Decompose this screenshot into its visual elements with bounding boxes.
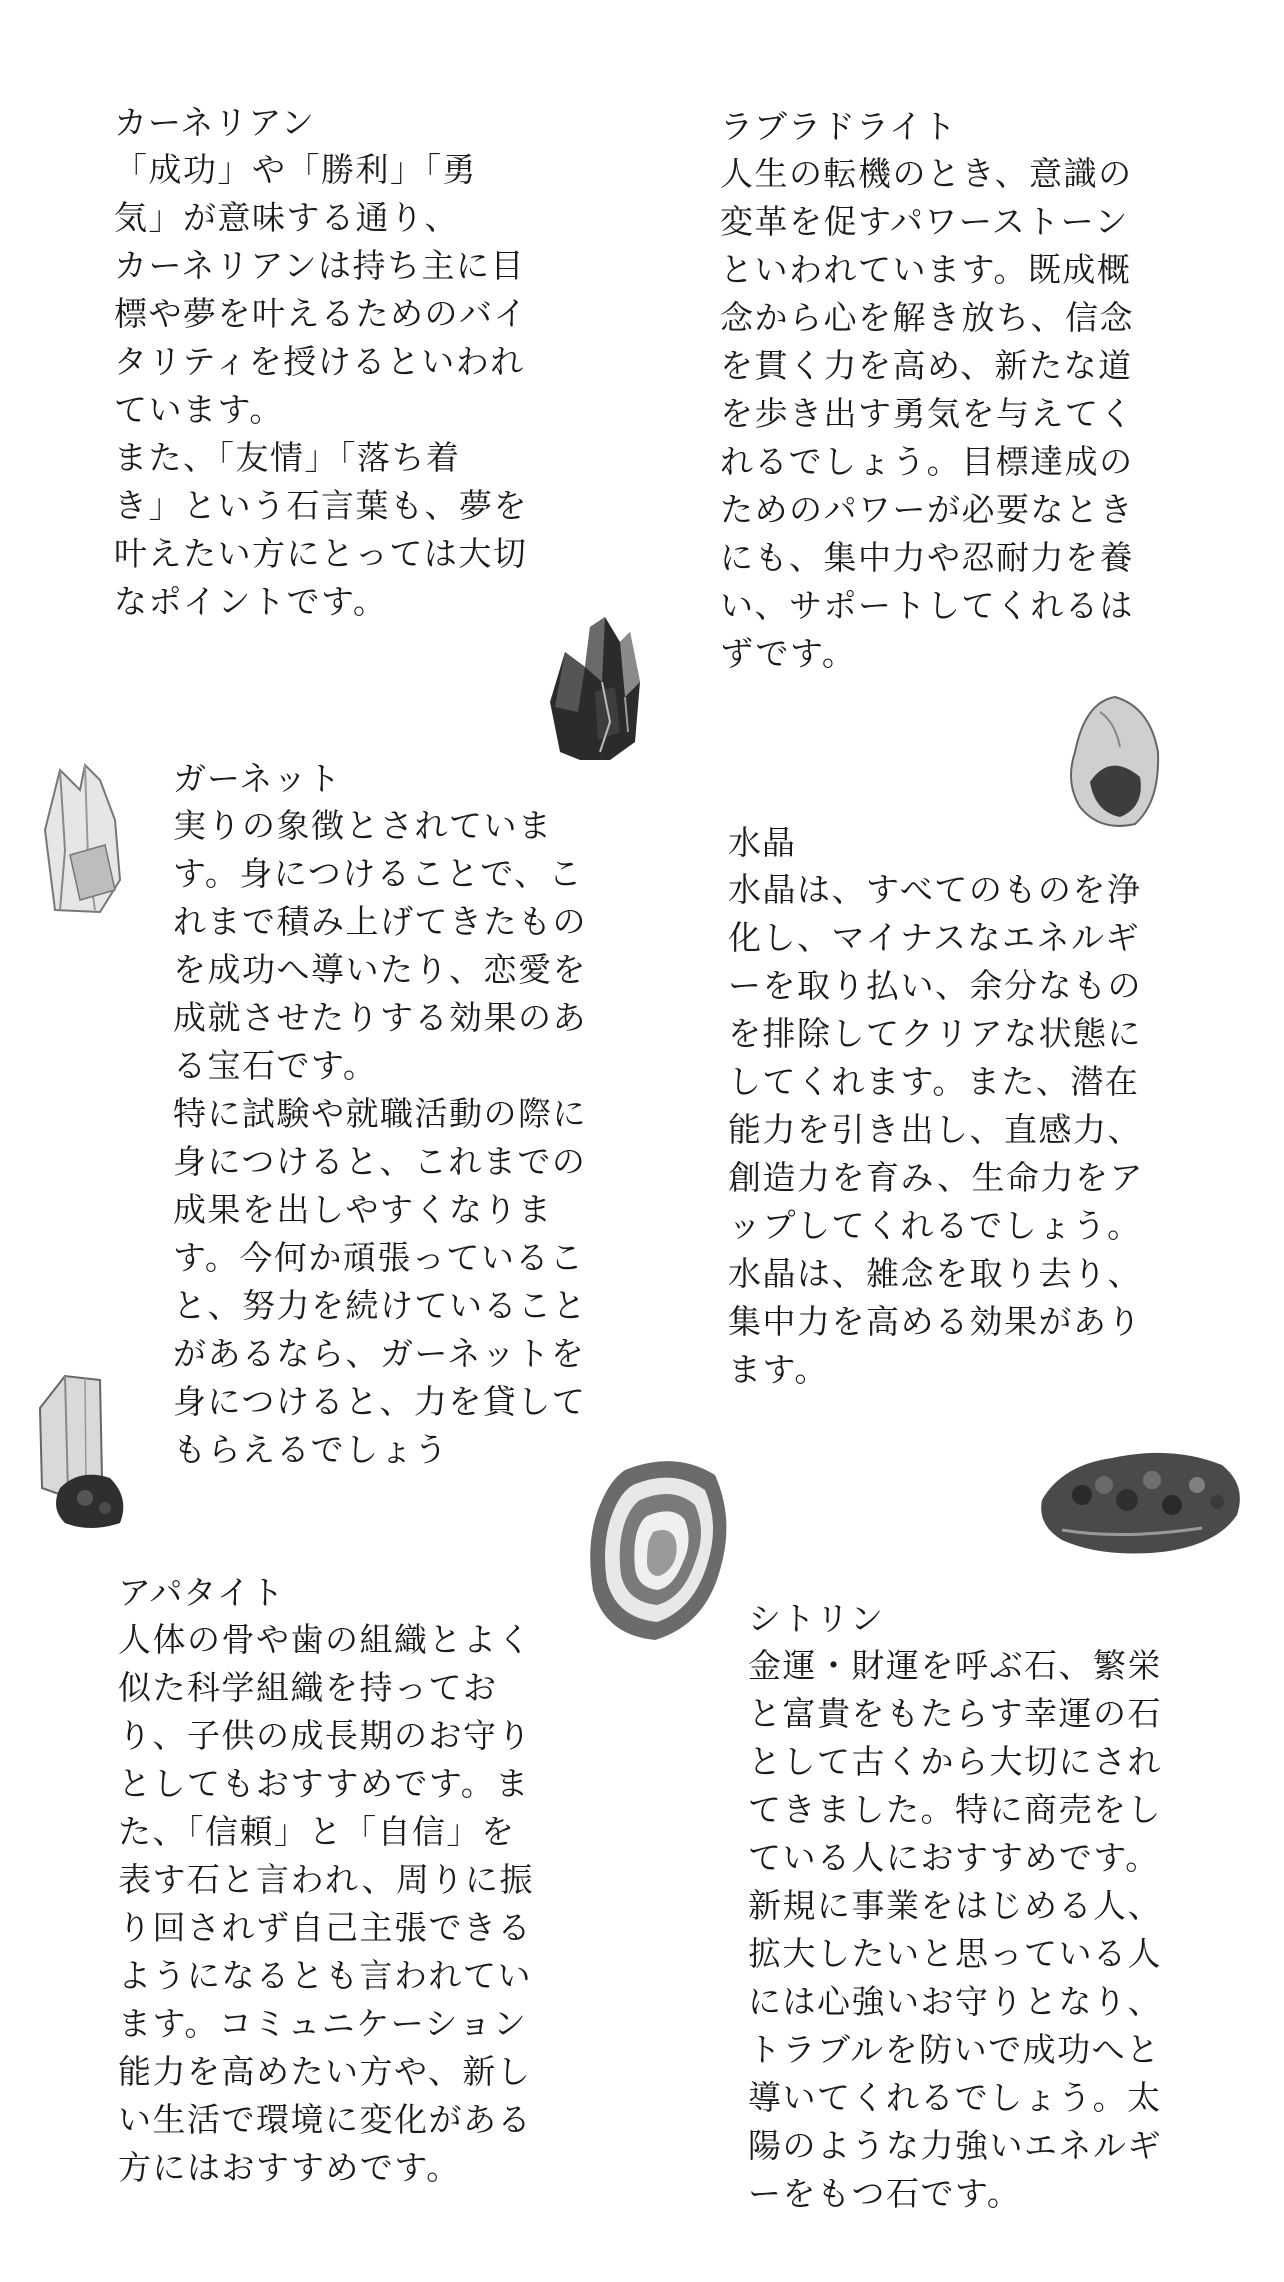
crystal-description: 水晶は、すべてのものを浄 化し、マイナスなエネルギ ーを取り払い、余分なもの を排除してクリアな状態に してくれます。また、潜在 能力を引き出し、直感力、 創造力を育み、生命力をア ップしてくれるでしょう。 水晶は、雑念を取り去り、 集中力を高める効果があり ます。 (728, 870, 1144, 1389)
crystal-title: 水晶 (728, 823, 796, 862)
garnet-title: ガーネット (173, 759, 342, 798)
agate-slice-image (585, 1450, 735, 1645)
citrine-description: 金運・財運を呼ぶ石、繁栄 と富貴をもたらす幸運の石 として古くから大切にされ てきました。特に商売をし ている人におすすめです。 新規に事業をはじめる人、 拡大したいと思っている人 には心強いお守りとなり、 トラブルを防いで成功へと 導いてくれるでしょう。太 陽のような力強いエネルギ ーをもつ石です。 (748, 1646, 1162, 2213)
crystal-section (728, 820, 1208, 1394)
apatite-description: 人体の骨や歯の組織とよく 似た科学組織を持ってお り、子供の成長期のお守り としてもおすすめです。ま た、「信頼」と「自信」を 表す石と言われ、周りに振 り回されず自己主張できる ようになるとも言われてい ます。コミュニケーション 能力を高めたい方や、新し い生活で環境に変化がある 方にはおすすめです。 (118, 1620, 534, 2187)
carnelian-section (114, 100, 574, 626)
labradorite-pebble-image (1060, 692, 1165, 832)
aquamarine-crystal-image (30, 1368, 135, 1533)
dark-crystal-cluster-image (540, 612, 645, 762)
citrine-title: シトリン (748, 1599, 884, 1638)
carnelian-title: カーネリアン (114, 103, 316, 142)
garnet-description: 実りの象徴とされていま す。身につけることで、こ れまで積み上げてきたもの を成功へ導いたり、恋愛を 成就させたりする効果のあ る宝石です。 特に試験や就職活動の際に 身につけると、これまでの 成果を出しやすくなりま す。今何か頑張っているこ と、努力を続けていること があるなら、ガーネットを 身につけると、力を貸して もらえるでしょう (173, 806, 587, 1469)
labradorite-section (720, 104, 1190, 678)
quartz-crystal-image (30, 760, 130, 915)
labradorite-title: ラブラドライト (720, 107, 958, 146)
labradorite-description: 人生の転機のとき、意識の 変革を促すパワーストーン といわれています。既成概 念から心を解き放ち、信念 を貫く力を高め、新たな道 を歩き出す勇気を与えてく れるでしょう。目標達成の ためのパワーが必要なとき にも、集中力や忍耐力を養 い、サポートしてくれるは ずです。 (720, 154, 1134, 673)
citrine-mineral-image (1032, 1440, 1247, 1560)
citrine-section (748, 1596, 1228, 2218)
apatite-section (118, 1570, 598, 2192)
carnelian-description: 「成功」や「勝利」「勇 気」が意味する通り、 カーネリアンは持ち主に目 標や夢を叶えるためのバイ タリティを授けるといわれ ています。 また、「友情」「落ち着 き」という石言葉も、夢を 叶えたい方にとっては大切 なポイントです。 (114, 150, 528, 621)
apatite-title: アパタイト (118, 1573, 285, 1612)
garnet-section (173, 756, 633, 1474)
